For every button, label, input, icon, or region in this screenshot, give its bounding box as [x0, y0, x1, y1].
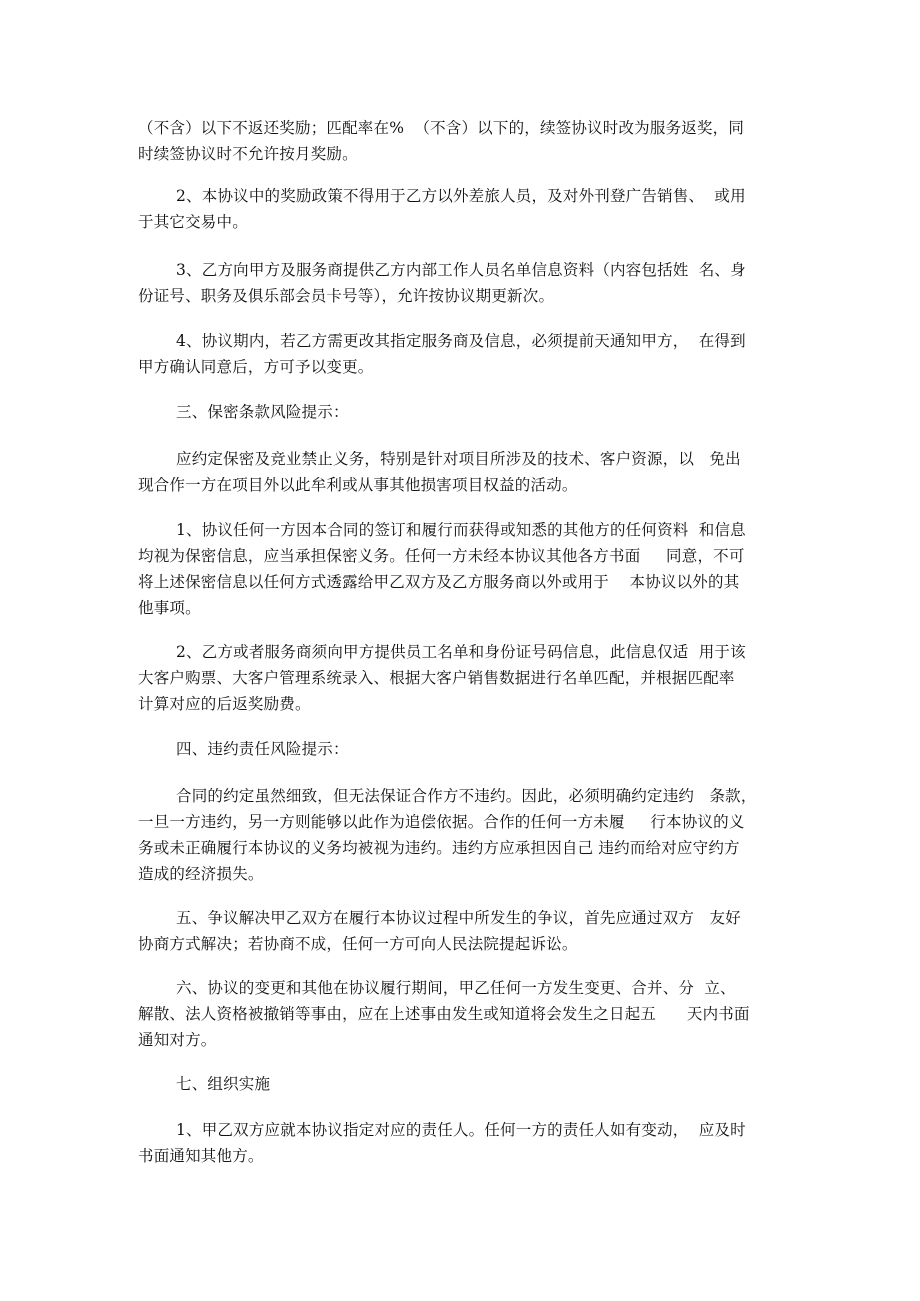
- text-line: 通知对方。: [138, 1031, 217, 1049]
- text-line: 五、争议解决甲乙双方在履行本协议过程中所发生的争议，首先应通过双方 友好: [176, 909, 741, 927]
- text-line: 于其它交易中。: [138, 213, 248, 231]
- text-line: 2、本协议中的奖励政策不得用于乙方以外差旅人员，及对外刊登广告销售、 或用: [176, 187, 746, 205]
- text-line: 一旦一方违约，另一方则能够以此作为追偿依据。合作的任何一方未履 行本协议的义: [138, 813, 745, 831]
- text-line: 计算对应的后返奖励费。: [138, 695, 311, 713]
- text-line: 3、乙方向甲方及服务商提供乙方内部工作人员名单信息资料（内容包括姓 名、身: [176, 261, 746, 279]
- text-line: 合同的约定虽然细致，但无法保证合作方不违约。因此，必须明确约定违约 条款，: [176, 787, 757, 805]
- text-line: 他事项。: [138, 599, 201, 617]
- text-line: 造成的经济损失。: [138, 865, 264, 883]
- text-line: 将上述保密信息以任何方式透露给甲乙双方及乙方服务商以外或用于 本协议以外的其: [138, 573, 740, 591]
- text-line: 务或未正确履行本协议的义务均被视为违约。违约方应承担因自己 违约而给对应守约方: [138, 839, 740, 857]
- text-line: 六、协议的变更和其他在协议履行期间，甲乙任何一方发生变更、合并、分 立、: [176, 979, 736, 997]
- text-line: 份证号、职务及俱乐部会员卡号等），允许按协议期更新次。: [138, 287, 555, 305]
- text-line: 甲方确认同意后，方可予以变更。: [138, 358, 374, 376]
- text-line: 时续签协议时不允许按月奖励。: [138, 145, 358, 163]
- text-line: 2、乙方或者服务商须向甲方提供员工名单和身份证号码信息，此信息仅适 用于该: [176, 643, 746, 661]
- text-line: 大客户购票、大客户管理系统录入、根据大客户销售数据进行名单匹配，并根据匹配率: [138, 669, 735, 687]
- text-line: 协商方式解决；若协商不成，任何一方可向人民法院提起诉讼。: [138, 935, 578, 953]
- text-line: 书面通知其他方。: [138, 1147, 264, 1165]
- text-line: 应约定保密及竞业禁止义务，特别是针对项目所涉及的技术、客户资源，以 免出: [176, 450, 741, 468]
- text-line: （不含）以下不返还奖励；匹配率在% （不含）以下的，续签协议时改为服务返奖，同: [138, 119, 745, 137]
- text-line: 1、协议任何一方因本合同的签订和履行而获得或知悉的其他方的任何资料 和信息: [176, 521, 746, 539]
- text-line: 1、甲乙双方应就本协议指定对应的责任人。任何一方的责任人如有变动， 应及时: [176, 1121, 746, 1139]
- section-heading: 三、保密条款风险提示：: [176, 403, 349, 421]
- text-line: 4、协议期内，若乙方需更改其指定服务商及信息，必须提前天通知甲方， 在得到: [176, 332, 746, 350]
- section-heading: 四、违约责任风险提示：: [176, 740, 349, 758]
- text-line: 均视为保密信息，应当承担保密义务。任何一方未经本协议其他各方书面 同意，不可: [138, 547, 745, 565]
- section-heading: 七、组织实施: [176, 1075, 271, 1093]
- text-line: 解散、法人资格被撤销等事由，应在上述事由发生或知道将会发生之日起五 天内书面: [138, 1005, 750, 1023]
- text-line: 现合作一方在项目外以此牟利或从事其他损害项目权益的活动。: [138, 476, 578, 494]
